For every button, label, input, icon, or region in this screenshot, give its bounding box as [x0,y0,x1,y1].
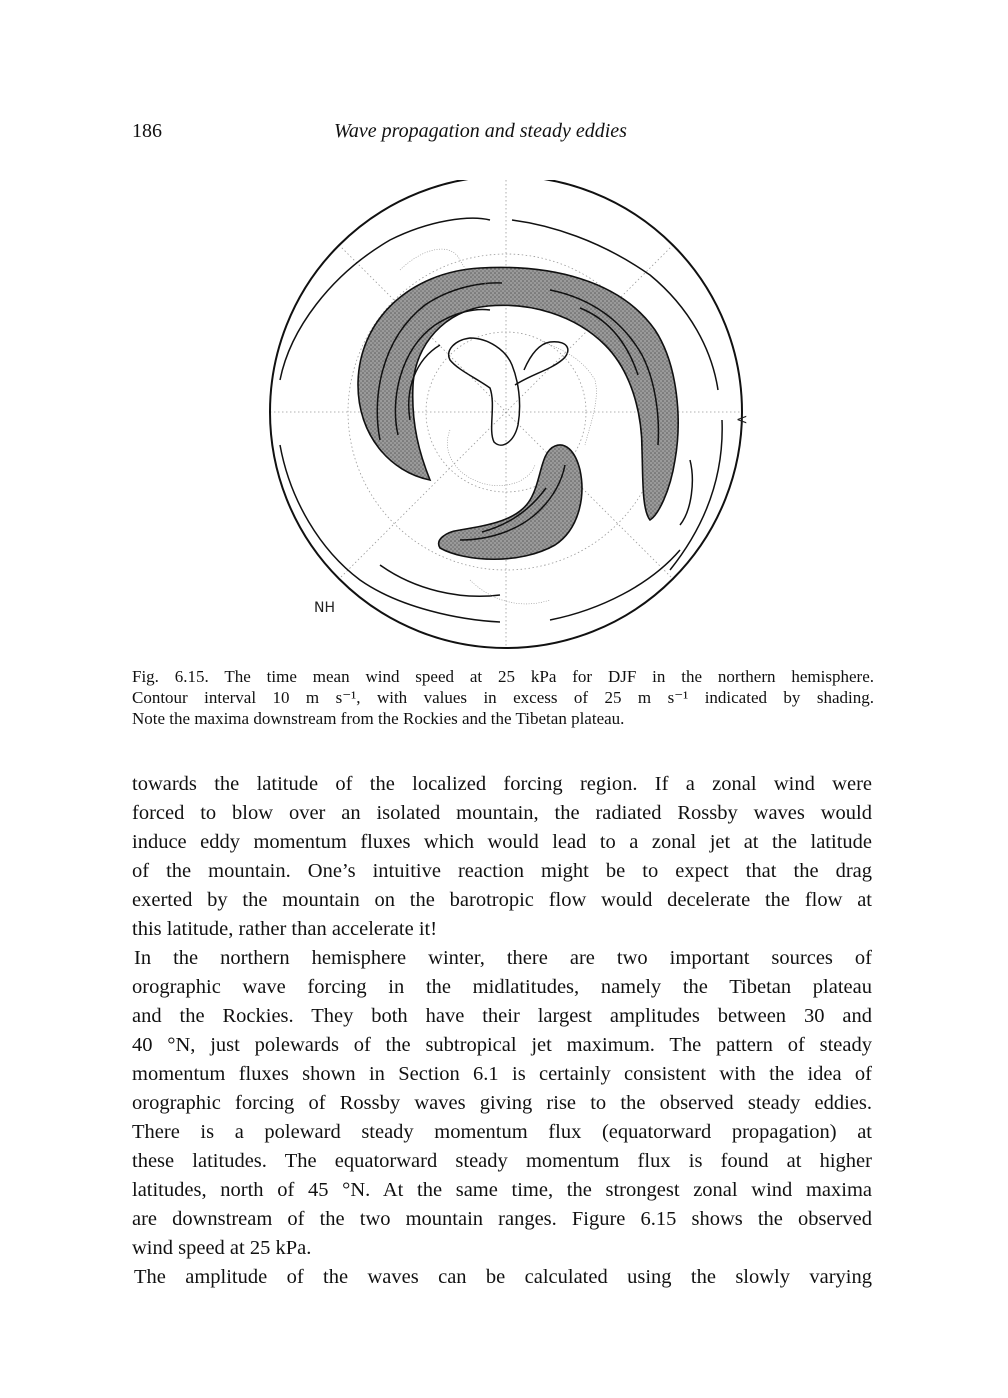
text-line: There is a poleward steady momentum flux (equatorward propagation) at [132,1121,872,1143]
polar-wind-map [250,180,750,660]
text-line: towards the latitude of the localized forcing region. If a zonal wind were [132,773,872,795]
caption-line: Note the maxima downstream from the Rockies and the Tibetan plateau. [132,709,625,728]
text-line: The amplitude of the waves can be calculated using the slowly varying [134,1266,872,1288]
figure-6-15 [250,180,750,660]
text-line: of the mountain. One’s intuitive reaction might be to expect that the drag [132,860,872,882]
text-line: exerted by the mountain on the barotropic flow would decelerate the flow at [132,889,872,911]
paragraph-1 [132,770,872,944]
text-line: momentum fluxes shown in Section 6.1 is certainly consistent with the idea of [132,1063,872,1085]
paragraph-2 [132,944,872,1263]
text-line: wind speed at 25 kPa. [132,1237,312,1259]
caption-line: Contour interval 10 m s⁻¹, with values in excess of 25 m s⁻¹ indicated by shading. [132,688,874,707]
text-line: induce eddy momentum fluxes which would lead to a zonal jet at the latitude [132,831,872,853]
text-line: latitudes, north of 45 °N. At the same time, the strongest zonal wind maxima [132,1179,872,1201]
page-header [132,120,872,150]
text-line: this latitude, rather than accelerate it! [132,918,438,940]
page-number: 186 [132,120,162,142]
paragraph-3 [132,1263,872,1292]
body-text [132,770,872,1292]
main-jet-band [358,267,678,520]
text-line: orographic wave forcing in the midlatitudes, namely the Tibetan plateau [132,976,872,998]
secondary-jet-band [439,445,582,559]
running-head: Wave propagation and steady eddies [334,120,627,142]
text-line: and the Rockies. They both have their largest amplitudes between 30 and [132,1005,872,1027]
text-line: In the northern hemisphere winter, there are two important sources of [134,947,872,969]
text-line: orographic forcing of Rossby waves giving rise to the observed steady eddies. [132,1092,872,1114]
text-line: are downstream of the two mountain ranges. Figure 6.15 shows the observed [132,1208,872,1230]
text-line: these latitudes. The equatorward steady momentum flux is found at higher [132,1150,872,1172]
caption-line: Fig. 6.15. The time mean wind speed at 25 kPa for DJF in the northern hemisphere. [132,667,874,686]
hemisphere-label: NH [314,600,335,616]
figure-caption [132,666,874,729]
edge-marker: < [736,412,748,428]
text-line: 40 °N, just polewards of the subtropical jet maximum. The pattern of steady [132,1034,872,1056]
text-line: forced to blow over an isolated mountain, the radiated Rossby waves would [132,802,872,824]
